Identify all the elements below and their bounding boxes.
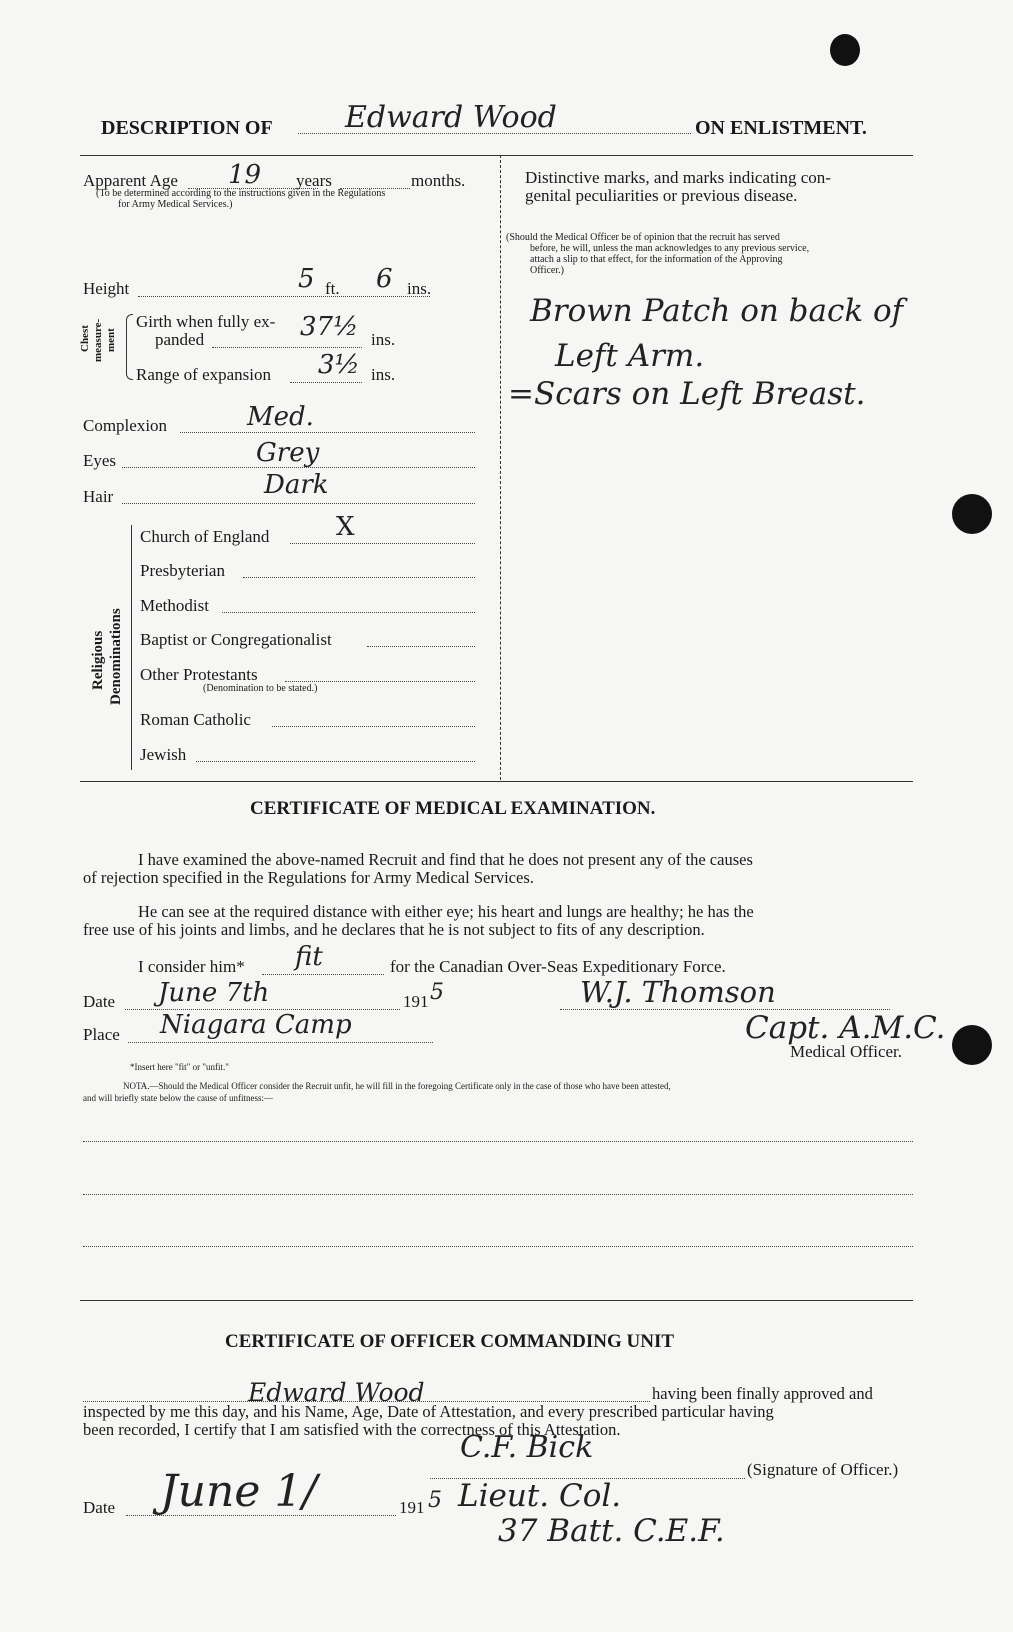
officer-label: Medical Officer.	[790, 1042, 903, 1061]
medical-para1-a: I have examined the above-named Recruit and find that he does not present any of the causes	[138, 850, 753, 869]
lower-rule	[80, 1300, 913, 1301]
religion-side-1: Religious	[90, 630, 106, 690]
marks-note-3: attach a slip to that effect, for the information of the Approving	[530, 254, 783, 265]
header-prefix: DESCRIPTION OF	[101, 117, 273, 139]
top-rule	[80, 155, 913, 156]
marks-line-1: Brown Patch on back of	[530, 293, 904, 329]
commanding-date-value: June 1/	[160, 1466, 318, 1517]
place-value: Niagara Camp	[160, 1010, 352, 1040]
marks-note-2: before, he will, unless the man acknowledges to any previous service,	[530, 243, 810, 254]
marks-heading-1: Distinctive marks, and marks indicating con-	[525, 168, 831, 187]
religion-presbyterian: Presbyterian	[140, 561, 225, 580]
complexion-line	[180, 432, 475, 433]
medical-rank: Capt. A.M.C.	[745, 1010, 946, 1046]
medical-date-label: Date	[83, 992, 116, 1011]
chest-brace	[126, 314, 133, 380]
hair-value: Dark	[264, 470, 329, 500]
religion-church-of-england: Church of England	[140, 527, 270, 546]
commanding-sig-label: (Signature of Officer.)	[747, 1460, 899, 1479]
medical-para1-b: of rejection specified in the Regulations for Army Medical Services.	[83, 868, 534, 887]
commanding-rank-2: 37 Batt. C.E.F.	[498, 1513, 725, 1549]
months-label: months.	[411, 171, 466, 190]
nota-2: and will briefly state below the cause of unfitness:—	[83, 1093, 273, 1103]
range-ins: ins.	[371, 365, 396, 384]
medical-date-value: June 7th	[158, 978, 270, 1008]
commanding-line3: been recorded, I certify that I am satisfied with the correctness of this Attestation.	[83, 1420, 621, 1439]
years-label: years	[296, 171, 332, 190]
punch-hole-bottom	[952, 1025, 992, 1065]
commanding-year-prefix: 191	[399, 1498, 425, 1517]
unfit-line-3	[83, 1246, 913, 1247]
place-label: Place	[83, 1025, 120, 1044]
marks-heading-2: genital peculiarities or previous disease.	[525, 186, 798, 205]
place-line	[128, 1042, 433, 1043]
religion-line-7	[196, 761, 475, 762]
column-divider	[500, 155, 501, 780]
age-note-1: (To be determined according to the instructions given in the Regulations	[96, 188, 386, 199]
nota-1: NOTA.—Should the Medical Officer consider the Recruit unfit, he will fill in the foregoing Certificate only in the case of those who have been attested,	[123, 1081, 671, 1091]
commanding-line2: inspected by me this day, and his Name, Age, Date of Attestation, and every prescribed particular having	[83, 1402, 774, 1421]
other-note: (Denomination to be stated.)	[203, 683, 318, 694]
commanding-title: CERTIFICATE OF OFFICER COMMANDING UNIT	[225, 1331, 675, 1352]
girth-value: 37½	[300, 312, 359, 342]
eyes-label: Eyes	[83, 451, 117, 470]
chest-label-3: ment	[105, 328, 117, 352]
height-ft-value: 5	[298, 264, 315, 294]
hair-label: Hair	[83, 487, 114, 506]
punch-hole-top	[830, 34, 860, 66]
ft-label: ft.	[325, 279, 340, 298]
consider-label: I consider him*	[138, 957, 245, 976]
punch-hole-middle	[952, 494, 992, 534]
header-suffix: ON ENLISTMENT.	[695, 117, 867, 139]
medical-year-prefix: 191	[403, 992, 429, 1011]
religion-side-2: Denominations	[108, 608, 124, 705]
range-value: 3½	[318, 350, 360, 380]
height-in-value: 6	[376, 264, 393, 294]
complexion-label: Complexion	[83, 416, 168, 435]
religion-line-2	[243, 577, 475, 578]
unfit-line-1	[83, 1141, 913, 1142]
name-line	[298, 133, 691, 134]
age-value: 19	[228, 160, 262, 190]
medical-title: CERTIFICATE OF MEDICAL EXAMINATION.	[250, 798, 656, 819]
marks-line-3: =Scars on Left Breast.	[508, 376, 866, 412]
religion-line-4	[367, 646, 475, 647]
hair-line	[122, 503, 475, 504]
commanding-year-value: 5	[428, 1488, 442, 1513]
marks-note-1: (Should the Medical Officer be of opinion that the recruit has served	[506, 232, 780, 243]
age-label: Apparent Age	[83, 171, 178, 190]
range-line	[290, 382, 362, 383]
girth-label-2: panded	[155, 330, 205, 349]
medical-signature: W.J. Thomson	[580, 975, 776, 1009]
girth-ins: ins.	[371, 330, 396, 349]
commanding-name-value: Edward Wood	[248, 1378, 425, 1407]
religion-line-6	[272, 726, 475, 727]
religion-other-protestants: Other Protestants	[140, 665, 258, 684]
girth-line	[212, 347, 362, 348]
religion-jewish: Jewish	[140, 745, 187, 764]
commanding-signature: C.F. Bick	[460, 1430, 594, 1465]
recruit-name: Edward Wood	[345, 100, 557, 135]
age-note-2: for Army Medical Services.)	[118, 199, 233, 210]
insert-note: *Insert here "fit" or "unfit."	[130, 1062, 229, 1072]
middle-rule	[80, 781, 913, 782]
ins-label: ins.	[407, 279, 432, 298]
commanding-line1-suffix: having been finally approved and	[652, 1384, 873, 1403]
height-line	[138, 296, 430, 297]
chest-label-1: Chest	[79, 325, 91, 352]
eyes-value: Grey	[256, 438, 320, 468]
marks-note-4: Officer.)	[530, 265, 564, 276]
medical-para2-b: free use of his joints and limbs, and he declares that he is not subject to fits of any description.	[83, 920, 705, 939]
height-label: Height	[83, 279, 130, 298]
girth-label-1: Girth when fully ex-	[136, 312, 276, 331]
religion-line-5	[285, 681, 475, 682]
complexion-value: Med.	[247, 402, 314, 432]
range-label: Range of expansion	[136, 365, 272, 384]
commanding-rank-1: Lieut. Col.	[458, 1478, 622, 1514]
medical-para2-a: He can see at the required distance with either eye; his heart and lungs are healthy; he has the	[138, 902, 754, 921]
chest-label-2: measure-	[92, 318, 104, 362]
religion-brace	[131, 525, 132, 770]
religion-methodist: Methodist	[140, 596, 209, 615]
religion-line-3	[222, 612, 475, 613]
medical-year-value: 5	[430, 980, 444, 1005]
consider-suffix: for the Canadian Over-Seas Expeditionary Force.	[390, 957, 726, 976]
consider-value: fit	[295, 942, 323, 972]
commanding-date-label: Date	[83, 1498, 116, 1517]
religion-baptist: Baptist or Congregationalist	[140, 630, 332, 649]
unfit-line-2	[83, 1194, 913, 1195]
religion-line-1	[290, 543, 475, 544]
marks-line-2: Left Arm.	[555, 338, 705, 374]
religion-mark: X	[336, 512, 355, 542]
consider-line	[262, 974, 384, 975]
religion-roman-catholic: Roman Catholic	[140, 710, 251, 729]
